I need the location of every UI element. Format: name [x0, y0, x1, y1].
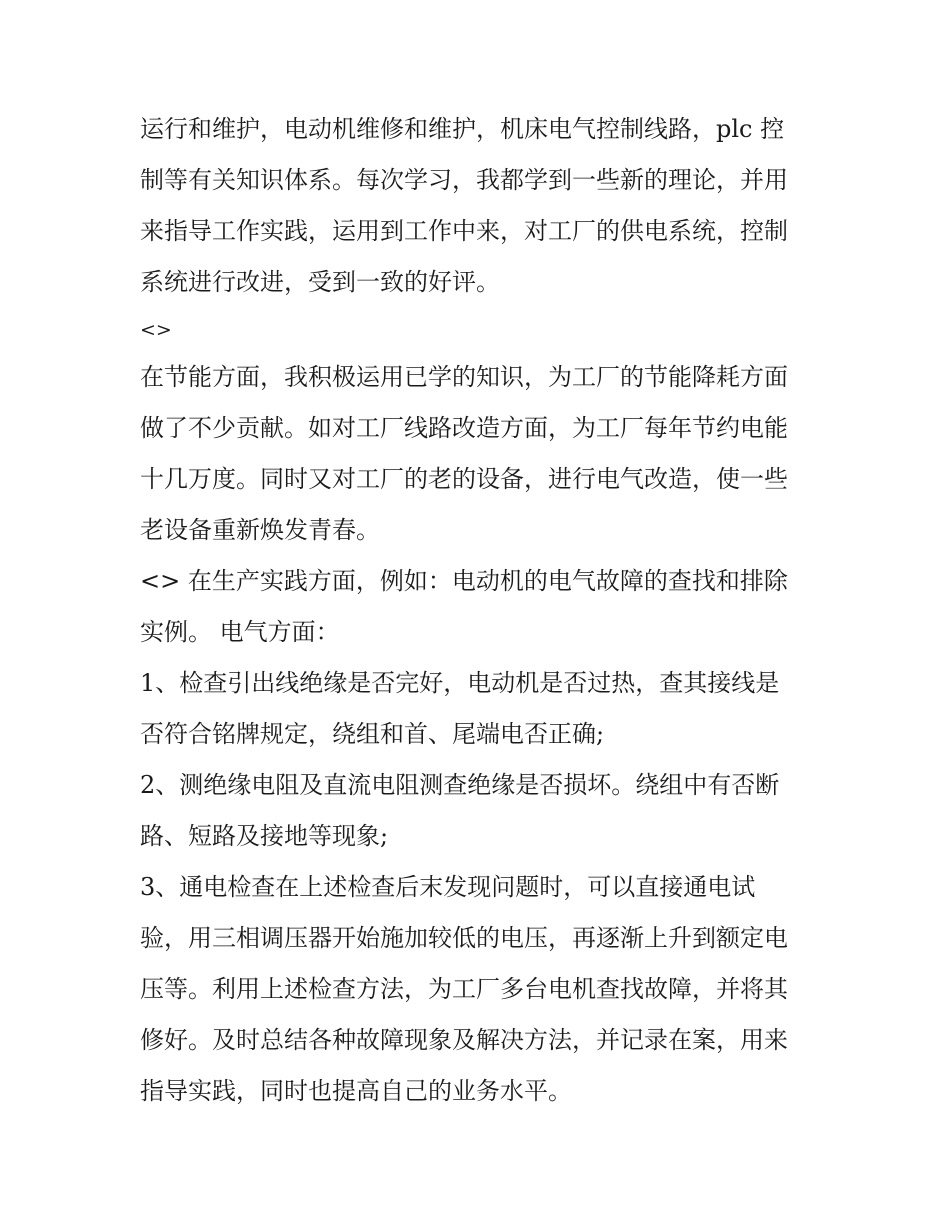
text-line: 十几万度。同时又对工厂的老的设备，进行电气改造，使一些 [140, 465, 788, 493]
text-line-marker: <> [140, 319, 172, 341]
text-line: 来指导工作实践，运用到工作中来，对工厂的供电系统，控制 [140, 217, 788, 245]
text-line: 指导实践，同时也提高自己的业务水平。 [140, 1077, 572, 1105]
text-line: 实例。 电气方面： [140, 618, 340, 646]
text-line: 运行和维护，电动机维修和维护，机床电气控制线路，plc 控 [140, 115, 785, 143]
text-line: <> 在生产实践方面，例如：电动机的电气故障的查找和排除 [140, 567, 788, 595]
text-line: 系统进行改进，受到一致的好评。 [140, 268, 500, 296]
text-line: 做了不少贡献。如对工厂线路改造方面，为工厂每年节约电能 [140, 414, 788, 442]
text-line: 否符合铭牌规定，绕组和首、尾端电否正确; [140, 720, 605, 748]
text-line: 在节能方面，我积极运用已学的知识，为工厂的节能降耗方面 [140, 363, 788, 391]
text-line: 3、通电检查在上述检查后末发现问题时，可以直接通电试 [140, 873, 756, 901]
text-line: 制等有关知识体系。每次学习，我都学到一些新的理论，并用 [140, 166, 788, 194]
text-line: 压等。利用上述检查方法，为工厂多台电机查找故障，并将其 [140, 975, 788, 1003]
text-line: 路、短路及接地等现象; [140, 822, 389, 850]
text-line: 2、测绝缘电阻及直流电阻测查绝缘是否损坏。绕组中有否断 [140, 771, 780, 799]
text-line: 修好。及时总结各种故障现象及解决方法，并记录在案，用来 [140, 1026, 788, 1054]
text-line: 老设备重新焕发青春。 [140, 516, 380, 544]
document-body [140, 104, 820, 1117]
text-line: 验，用三相调压器开始施加较低的电压，再逐渐上升到额定电 [140, 924, 788, 952]
text-line: 1、检查引出线绝缘是否完好，电动机是否过热，查其接线是 [140, 669, 780, 697]
